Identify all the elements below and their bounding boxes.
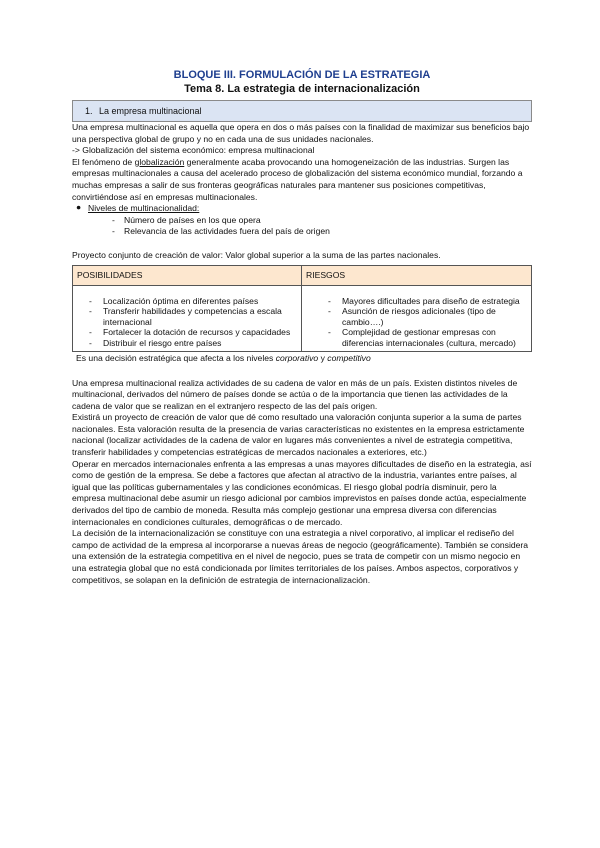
document-page: [72, 68, 532, 586]
strategic-note: [72, 352, 532, 364]
intro-paragraph-1: Una empresa multinacional es aquella que opera en dos o más países con la finalidad de maximizar sus beneficios bajo una perspectiva global de grupo y no en cada una de sus unidades nacionales.: [72, 122, 530, 144]
levels-item: - Relevancia de las actividades fuera del país de origen: [112, 226, 330, 237]
section-label: La empresa multinacional: [99, 106, 202, 116]
body-paragraph-3: Operar en mercados internacionales enfrenta a las empresas a unas mayores dificultades de diseño en la estrategia, así como de gestión de la empresa. Se debe a factores que afectan al atractivo de la industria, variantes entre países, al igual que las políticas gubernamentales y las condiciones económicas. El riesgo global podría disminuir, pero la empresa multinacional debe asumir un riesgo adicional por cambios imprevistos en países donde actúa, especialmente derivados del tipo de cambio de moneda. Resulta más complejo gestionar una empresa diversa con diferencias internacionales en condiciones culturales, demográficas o de mercado.: [72, 458, 532, 527]
levels-item: - Número de países en los que opera: [112, 214, 261, 225]
table-header-risks: RIESGOS: [302, 265, 532, 285]
body-paragraph-2: Existirá un proyecto de creación de valor que dé como resultado una valoración conjunta superior a la suma de partes nacionales. Esta valoración resulta de la presencia de varias características no existentes en la empresa estrictamente nacional (localizar actividades de la cadena de valor en lugares más convenientes a nivel de estrategia competitiva, transferir habilidades y competencias estratégicas de mercados nacionales a exteriores, etc.): [72, 412, 525, 458]
body-paragraph-4: La decisión de la internacionalización se constituye con una estrategia a nivel corporativo, al implicar el rediseño del campo de actividad de la empresa al incorporarse a nuevas áreas de negocio (geográficamente). También se considera una extensión de la estrategia competitiva en el nivel de negocio, pues se trata de competir con un mismo negocio en una estrategia global que no está condicionada por límites territoriales de los países. Ambos aspectos, corporativos y competitivos, se solapan en la definición de estrategia de internacionalización.: [72, 528, 529, 585]
risk-item: - Asunción de riesgos adicionales (tipo de cambio….): [328, 306, 496, 327]
possibility-text: Distribuir el riesgo entre países: [103, 337, 222, 348]
section-heading: [72, 100, 532, 122]
possibility-text: Fortalecer la dotación de recursos y capacidades: [103, 327, 291, 338]
risk-text: Asunción de riesgos adicionales (tipo de cambio….): [342, 306, 496, 327]
possibility-text: Transferir habilidades y competencias a escala internacional: [103, 306, 282, 327]
intro-paragraph-3: [72, 157, 532, 203]
possibilities-cell: [73, 285, 302, 351]
possibility-item: - Fortalecer la dotación de recursos y capacidades: [89, 327, 291, 338]
project-line: Proyecto conjunto de creación de valor: Valor global superior a la suma de las partes nacionales.: [72, 249, 441, 260]
section-number: 1.: [85, 106, 93, 116]
intro-p3-rest: generalmente acaba provocando una homogeneización de las industrias. Surgen las empresas multinacionales a causa del acelerado proceso de globalización del sistema económico mundial, forzando a muchas empresas a salir de sus fronteras geográficas naturales para mantener sus posiciones competitivas, convirtiéndose así en empresas multinacionales.: [72, 156, 523, 202]
risk-item: - Complejidad de gestionar empresas con diferencias internacionales (cultura, mercado): [328, 327, 516, 348]
note-and: y: [318, 352, 328, 363]
note-text: Es una decisión estratégica que afecta a los niveles: [76, 352, 276, 363]
levels-bullet: [72, 203, 532, 215]
risk-text: Complejidad de gestionar empresas con diferencias internacionales (cultura, mercado): [342, 327, 516, 348]
risks-cell: [302, 285, 532, 351]
intro-paragraph-2: -> Globalización del sistema económico: empresa multinacional: [72, 145, 315, 156]
note-competitive: competitivo: [327, 352, 371, 363]
possibility-item: - Distribuir el riesgo entre países: [89, 337, 222, 348]
table-header-possibilities: POSIBILIDADES: [73, 265, 302, 285]
risk-text: Mayores dificultades para diseño de estrategia: [342, 295, 520, 306]
globalization-term: globalización: [134, 156, 185, 167]
body-paragraph-1: Una empresa multinacional realiza actividades de su cadena de valor en más de un país. Existen distintos niveles de multinacional, derivados del número de países donde se actúa o de la importancia que tienen las actividades de la cadena de valor que se realizan en el extranjero respecto de las del país origen.: [72, 377, 518, 411]
levels-item-text: Número de países en los que opera: [124, 214, 261, 225]
intro-p3-start: El fenómeno de: [72, 156, 135, 167]
block-title: BLOQUE III. FORMULACIÓN DE LA ESTRATEGIA: [173, 69, 431, 81]
levels-heading: Niveles de multinacionalidad:: [88, 203, 200, 214]
topic-title: Tema 8. La estrategia de internacionalización: [184, 83, 420, 95]
bullet-dot: ●: [76, 202, 82, 213]
possibilities-risks-table: [72, 265, 532, 352]
possibility-item: - Localización óptima en diferentes países: [89, 295, 259, 306]
possibility-item: - Transferir habilidades y competencias a escala internacional: [89, 306, 282, 327]
risk-item: - Mayores dificultades para diseño de estrategia: [328, 295, 520, 306]
note-corporate: corporativo: [275, 352, 319, 363]
possibility-text: Localización óptima en diferentes países: [103, 295, 259, 306]
levels-item-text: Relevancia de las actividades fuera del país de origen: [124, 226, 330, 237]
